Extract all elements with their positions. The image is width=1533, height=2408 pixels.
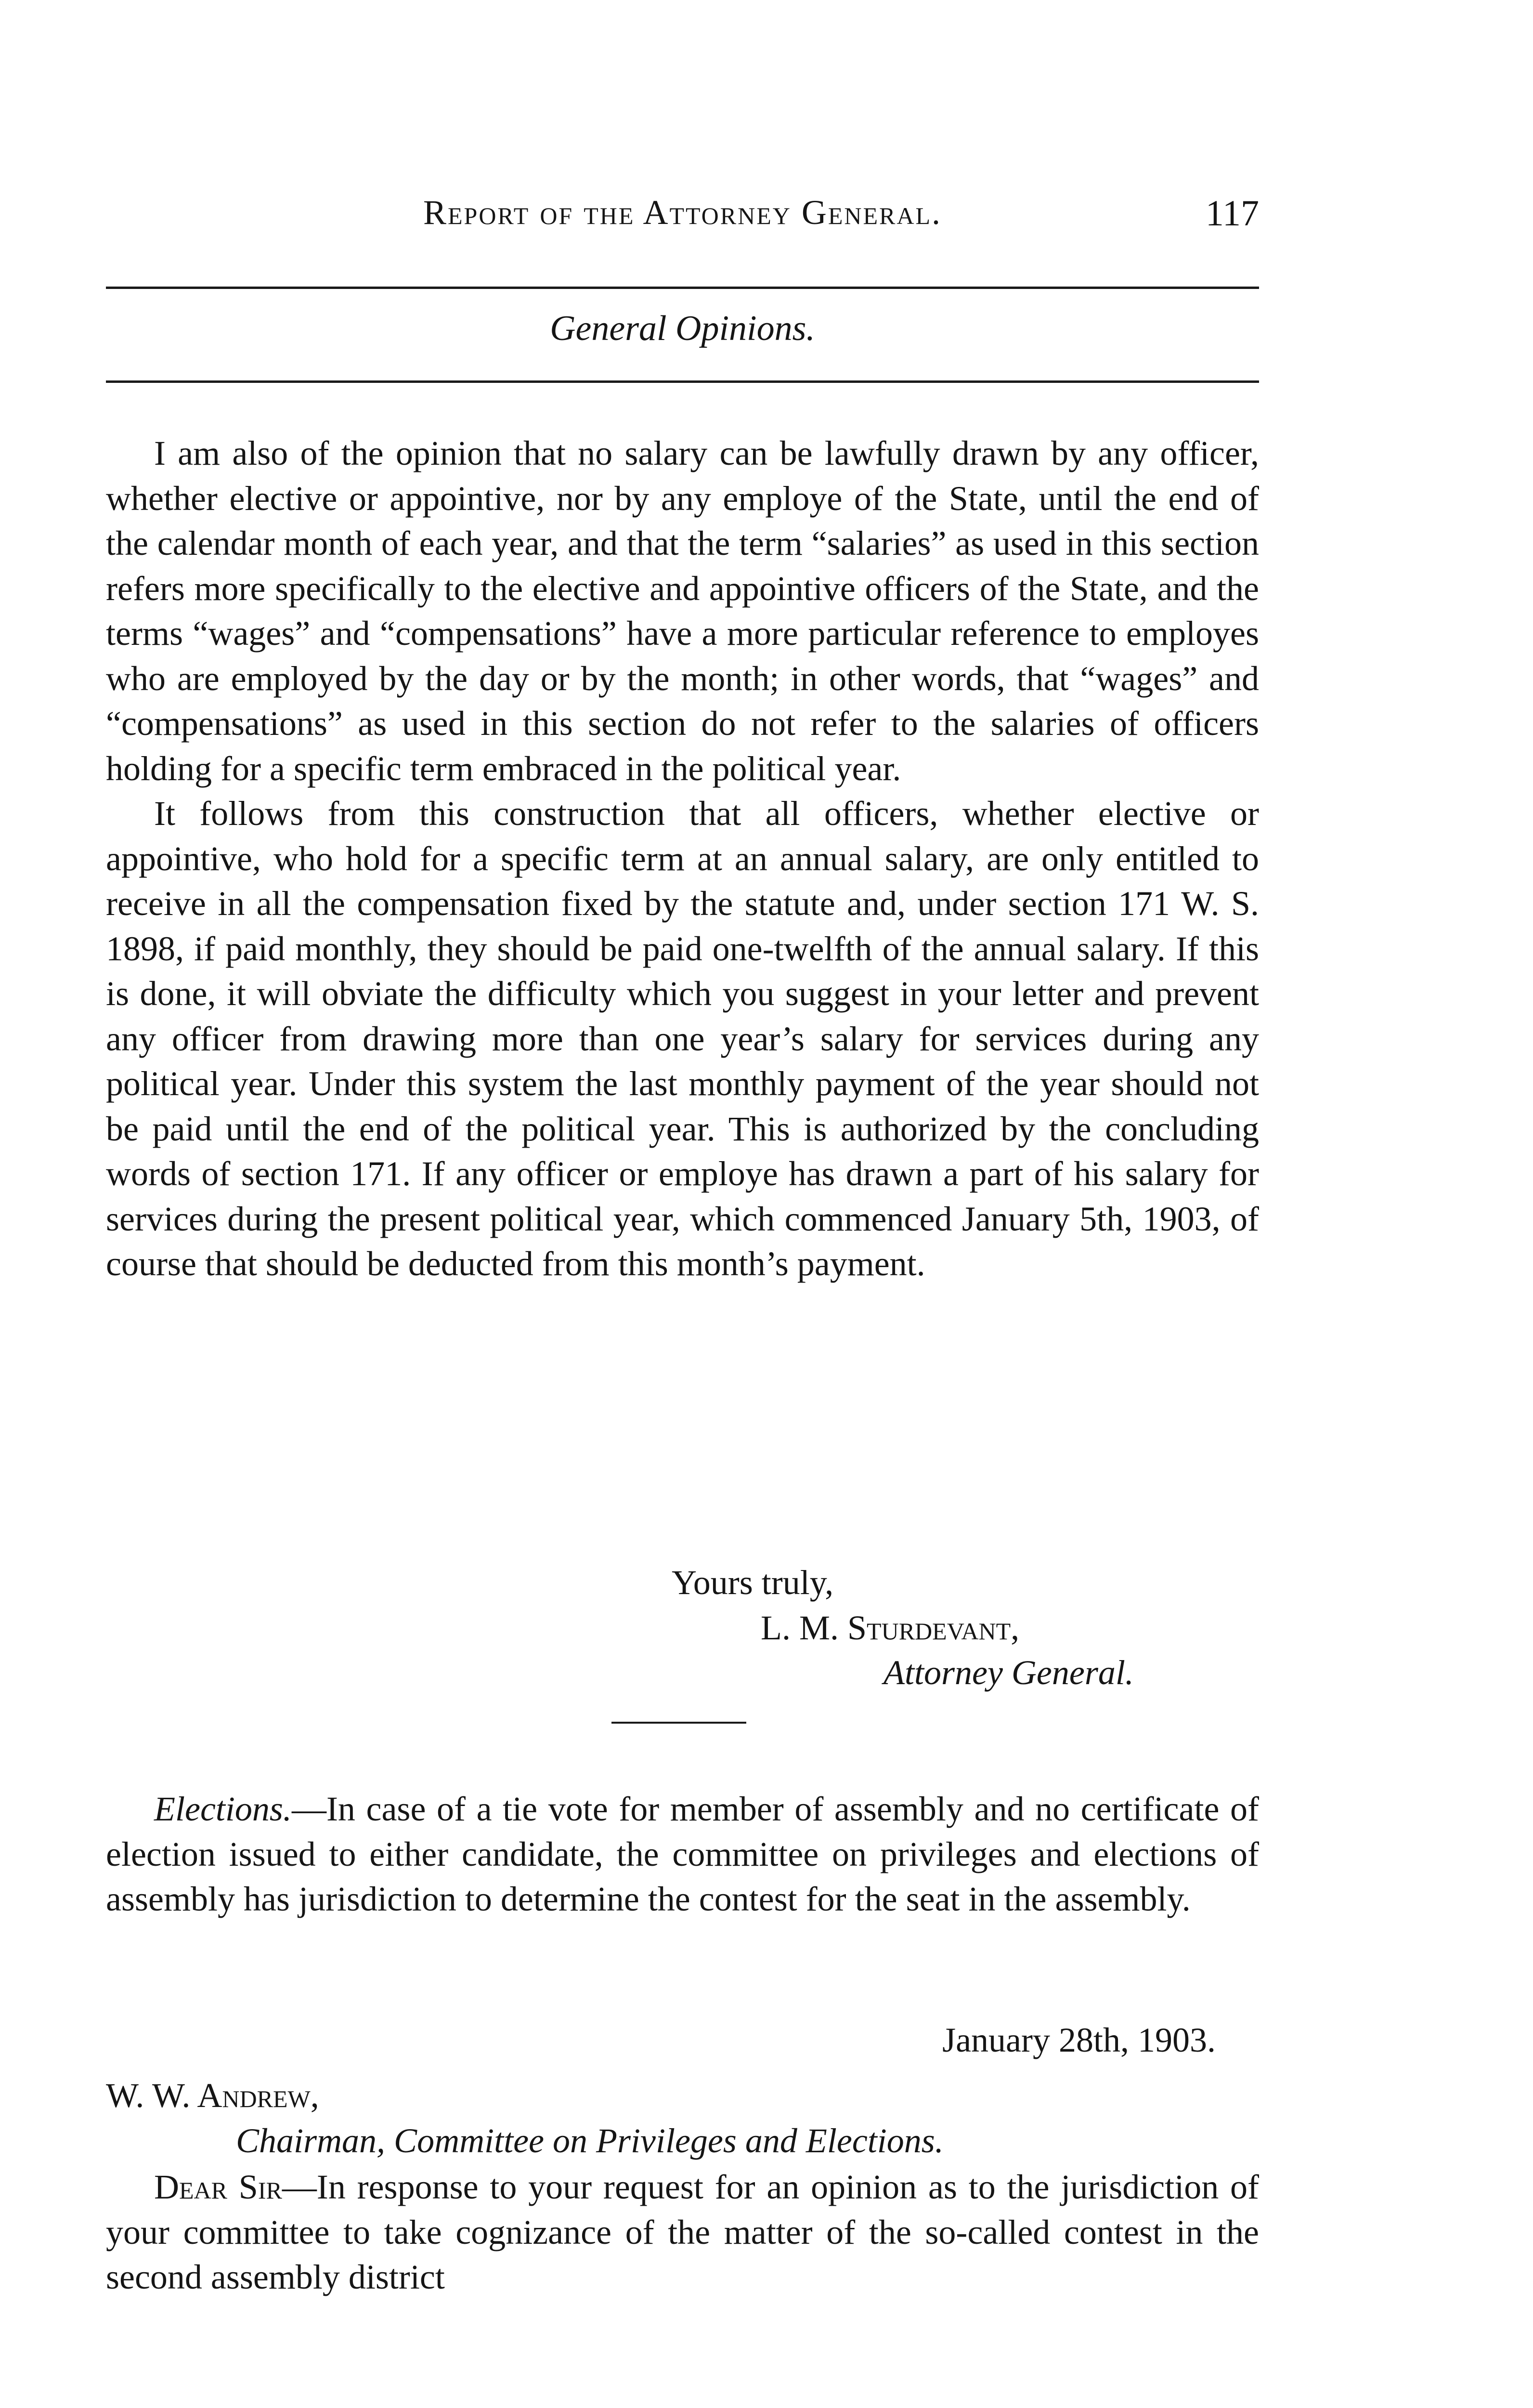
signature-name: L. M. Sturdevant, [761,1608,1020,1647]
letter-addressee [106,2073,1259,2163]
letter-paragraph [106,2165,1259,2300]
header-rule-bottom [106,380,1259,383]
section-divider [611,1722,746,1724]
letter-date: January 28th, 1903. [942,2021,1216,2059]
addressee-name: W. W. Andrew, [106,2076,319,2115]
letter-body-text: —In response to your request for an opinion as to the jurisdiction of your committee to take cognizance of the matter of the so-called contest in the second assembly district [106,2168,1260,2296]
header-rule-top [106,287,1259,289]
page-number: 117 [1205,193,1259,234]
signature-closing: Yours truly, [672,1563,834,1602]
salutation: Dear Sir [154,2168,282,2206]
page-header [106,193,1259,246]
opinion-body [106,431,1259,1287]
elections-paragraph [106,1787,1259,1922]
elections-text: —In case of a tie vote for member of assembly and no certificate of election issued to either candidate, the committee on privileges and elections of assembly has jurisdiction to determine the contest for the seat in the assembly. [106,1790,1259,1918]
signature-block [106,1560,1259,1696]
opinion-paragraph-2: It follows from this construction that all officers, whether elective or appointive, who hold for a specific term at an annual salary, are only entitled to receive in all the compensation fixed by the statute and, under section 171 W. S. 1898, if paid monthly, they should be paid one-twelfth of the annual salary. If this is done, it will obviate the difficulty which you suggest in your letter and prevent any officer from drawing more than one year’s salary for services during any political year. Under this system the last monthly payment of the year should not be paid until the end of the political year. This is authorized by the concluding words of section 171. If any officer or employe has drawn a part of his salary for services during the present political year, which commenced January 5th, 1903, of course that should be deducted from this month’s payment. [106,794,1259,1283]
letter-body [106,2165,1259,2300]
elections-headnote [106,1787,1259,1922]
opinion-paragraph-1: I am also of the opinion that no salary can be lawfully drawn by any officer, whether elective or appointive, nor by any employe of the State, until the end of the calendar month of each year, and that the term “salaries” as used in this section refers more specifically to the elective and appointive officers of the State, and the terms “wages” and “compensations” have a more particular reference to employes who are employed by the day or by the month; in other words, that “wages” and “compensations” as used in this section do not refer to the salaries of officers holding for a specific term embraced in the political year. [106,434,1259,788]
signature-title: Attorney General. [883,1653,1134,1692]
elections-lead: Elections. [154,1790,292,1828]
section-heading: General Opinions. [550,309,815,348]
addressee-title: Chairman, Committee on Privileges and Elections. [236,2121,944,2160]
running-head: Report of the Attorney General. [423,193,942,232]
